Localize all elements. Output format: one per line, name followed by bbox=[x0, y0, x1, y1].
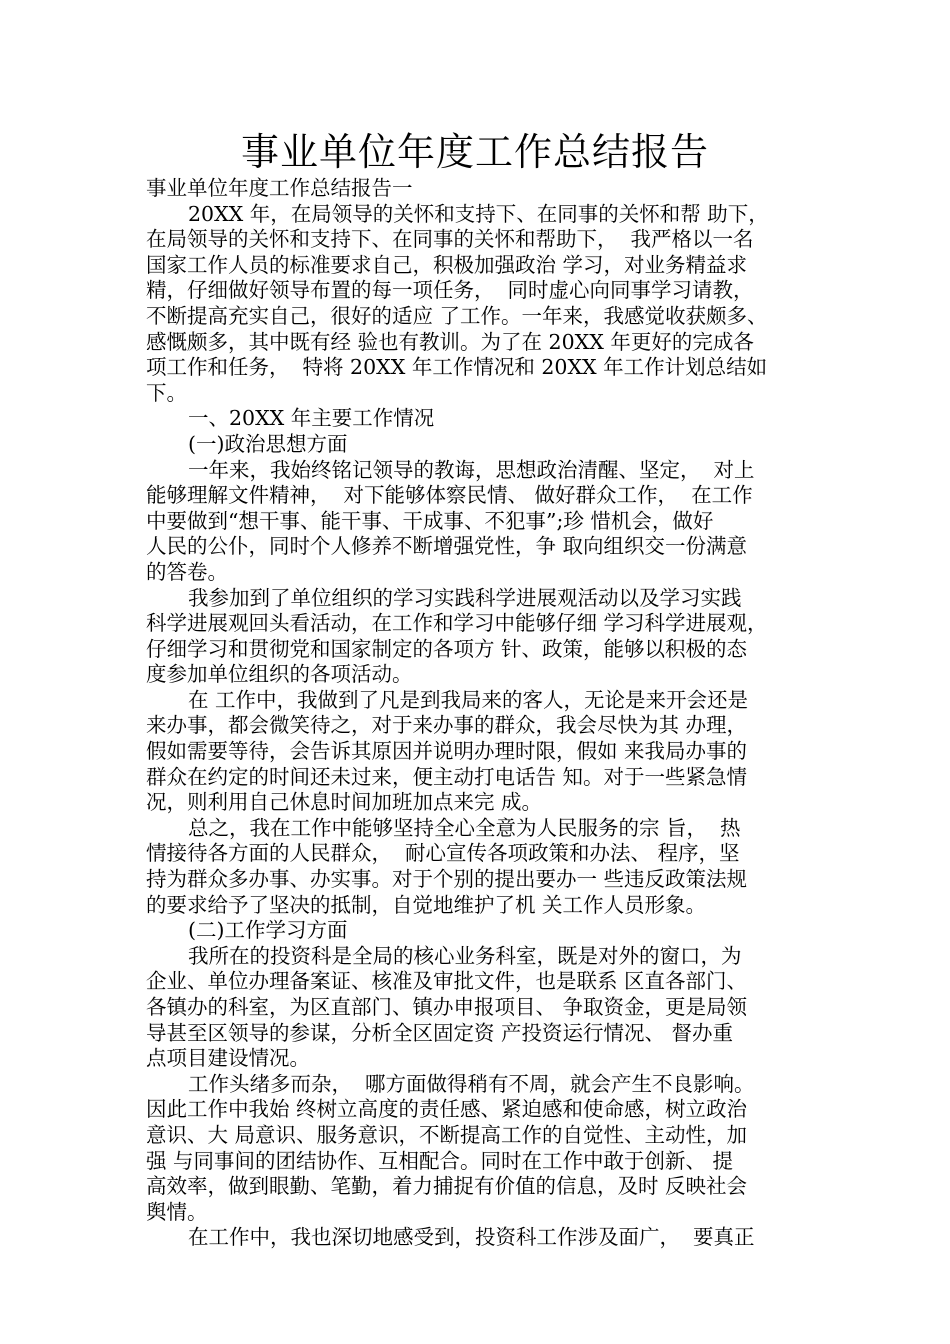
text-line: 工作头绪多而杂， 哪方面做得稍有不周，就会产生不良影响。 bbox=[188, 1071, 755, 1096]
text-line: 一、20XX 年主要工作情况 bbox=[188, 406, 435, 431]
text-line: 度参加单位组织的各项活动。 bbox=[146, 662, 413, 687]
text-line: 群众在约定的时间还未过来，便主动打电话告 知。对于一些紧急情 bbox=[146, 764, 748, 789]
text-line: 不断提高充实自己，很好的适应 了工作。一年来，我感觉收获颇多、 bbox=[146, 303, 768, 328]
text-line: 意识、大 局意识、服务意识，不断提高工作的自觉性、主动性，加 bbox=[146, 1122, 748, 1147]
text-line: 科学进展观回头看活动，在工作和学习中能够仔细 学习科学进展观， bbox=[146, 611, 768, 636]
text-line: 项工作和任务， 特将 20XX 年工作情况和 20XX 年工作计划总结如 bbox=[146, 355, 768, 380]
text-line: (一)政治思想方面 bbox=[188, 431, 348, 456]
text-line: 的答卷。 bbox=[146, 559, 228, 584]
text-line: 20XX 年，在局领导的关怀和支持下、在同事的关怀和帮 助下， bbox=[188, 201, 769, 226]
text-line: 总之，我在工作中能够坚持全心全意为人民服务的宗 旨， 热 bbox=[188, 815, 741, 840]
text-line: 人民的公仆，同时个人修养不断增强党性，争 取向组织交一份满意 bbox=[146, 534, 748, 559]
document-title: 事业单位年度工作总结报告 bbox=[240, 130, 709, 174]
text-line: 精，仔细做好领导布置的每一项任务， 同时虚心向同事学习请教， bbox=[146, 278, 754, 303]
text-line: 在工作中，我也深切地感受到，投资科工作涉及面广， 要真正 bbox=[188, 1225, 755, 1250]
text-line: 持为群众多办事、办实事。对于个别的提出要办一 些违反政策法规 bbox=[146, 867, 748, 892]
text-line: 在 工作中，我做到了凡是到我局来的客人，无论是来开会还是 bbox=[188, 687, 749, 712]
text-line: 企业、单位办理备案证、核准及审批文件，也是联系 区直各部门、 bbox=[146, 969, 748, 994]
text-line: 中要做到“想干事、能干事、干成事、不犯事”;珍 惜机会，做好 bbox=[146, 508, 714, 533]
text-line: 的要求给予了坚决的抵制，自觉地维护了机 关工作人员形象。 bbox=[146, 892, 707, 917]
text-line: 高效率，做到眼勤、笔勤，着力捕捉有价值的信息，及时 反映社会 bbox=[146, 1174, 748, 1199]
text-line: 各镇办的科室，为区直部门、镇办申报项目、 争取资金，更是局领 bbox=[146, 995, 748, 1019]
text-line: 假如需要等待，会告诉其原因并说明办理时限，假如 来我局办事的 bbox=[146, 739, 748, 764]
text-line: 我所在的投资科是全局的核心业务科室，既是对外的窗口，为 bbox=[188, 943, 742, 968]
text-line: 点项目建设情况。 bbox=[146, 1046, 310, 1071]
document-body bbox=[146, 176, 816, 1251]
text-line: 情接待各方面的人民群众， 耐心宣传各项政策和办法、 程序，坚 bbox=[146, 841, 740, 866]
text-line: 况，则利用自己休息时间加班加点来完 成。 bbox=[146, 790, 543, 815]
text-line: 国家工作人员的标准要求自己，积极加强政治 学习，对业务精益求 bbox=[146, 252, 748, 277]
text-line: 能够理解文件精神， 对下能够体察民情、 做好群众工作， 在工作 bbox=[146, 483, 753, 508]
text-line: 感慨颇多，其中既有经 验也有教训。为了在 20XX 年更好的完成各 bbox=[146, 329, 754, 354]
text-line: 来办事，都会微笑待之，对于来办事的群众，我会尽快为其 办理， bbox=[146, 713, 748, 738]
text-line: 导甚至区领导的参谋，分析全区固定资 产投资运行情况、 督办重 bbox=[146, 1020, 734, 1045]
text-line: 舆情。 bbox=[146, 1199, 208, 1224]
text-line: (二)工作学习方面 bbox=[188, 918, 348, 943]
text-line: 一年来，我始终铭记领导的教诲，思想政治清醒、坚定， 对上 bbox=[188, 457, 755, 482]
text-line: 在局领导的关怀和支持下、在同事的关怀和帮助下， 我严格以一名 bbox=[146, 227, 754, 252]
text-line: 下。 bbox=[146, 380, 187, 405]
text-line: 事业单位年度工作总结报告一 bbox=[146, 176, 413, 200]
text-line: 仔细学习和贯彻党和国家制定的各项方 针、政策，能够以积极的态 bbox=[146, 636, 748, 661]
text-line: 因此工作中我始 终树立高度的责任感、紧迫感和使命感，树立政治 bbox=[146, 1097, 748, 1122]
text-line: 我参加到了单位组织的学习实践科学进展观活动以及学习实践 bbox=[188, 585, 742, 610]
text-line: 强 与同事间的团结协作、互相配合。同时在工作中敢于创新、 提 bbox=[146, 1148, 734, 1173]
